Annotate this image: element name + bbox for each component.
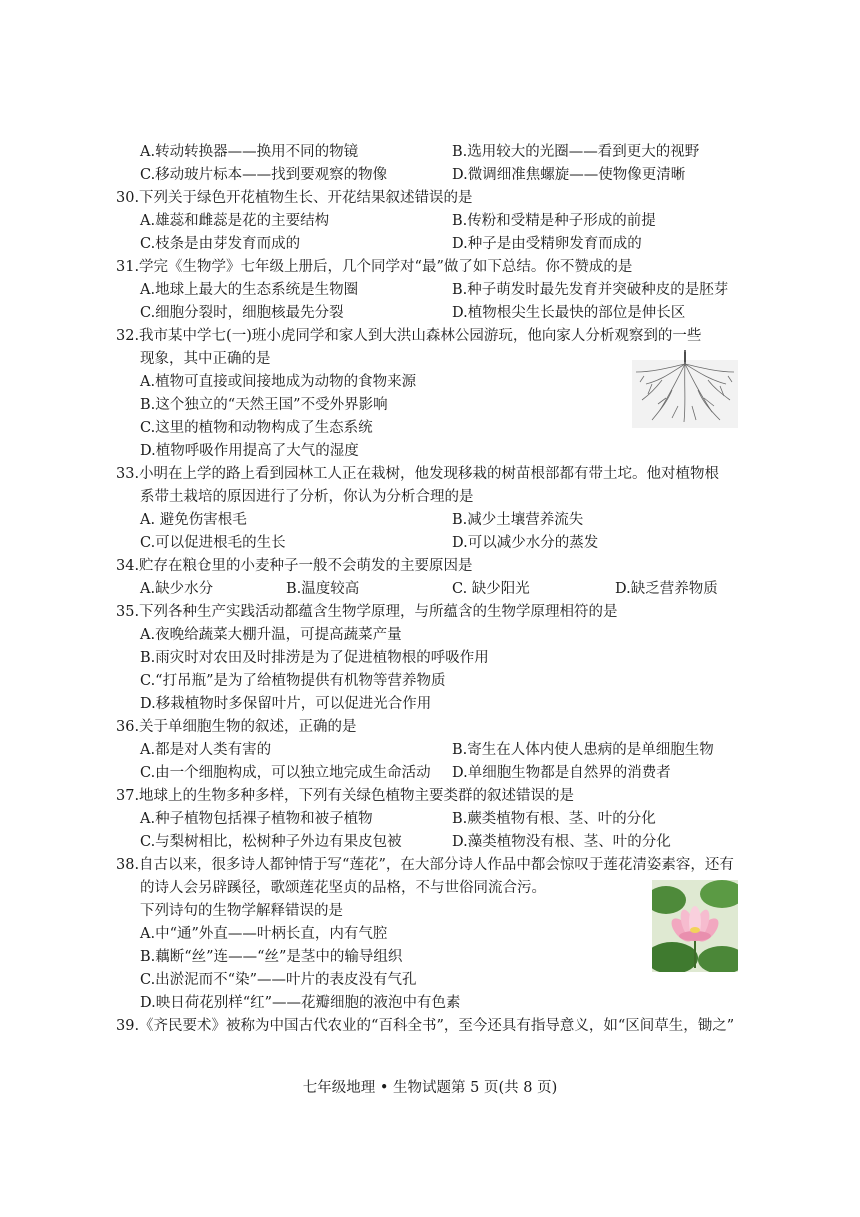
q29-option-b: B.选用较大的光圈——看到更大的视野 — [452, 144, 700, 160]
q32-stem-text-1: 32.我市某中学七(一)班小虎同学和家人到大洪山森林公园游玩，他向家人分析观察到的一些 — [116, 328, 702, 344]
q34-option-b: B.温度较高 — [286, 581, 360, 597]
q32-option-b: B.这个独立的“天然王国”不受外界影响 — [140, 397, 388, 413]
q34-option-d: D.缺乏营养物质 — [615, 581, 718, 597]
q31-option-b: B.种子萌发时最先发育并突破种皮的是胚芽 — [452, 282, 729, 298]
q31-row-cd — [0, 302, 860, 324]
q33-stem-text-2: 系带土栽培的原因进行了分析，你认为分析合理的是 — [140, 489, 474, 505]
q36-option-d: D.单细胞生物都是自然界的消费者 — [452, 765, 671, 781]
q36-stem-text: 36.关于单细胞生物的叙述，正确的是 — [116, 719, 357, 735]
q32-option-c: C.这里的植物和动物构成了生态系统 — [140, 420, 373, 436]
q34-option-a: A.缺少水分 — [140, 581, 214, 597]
q35-option-b: B.雨灾时对农田及时排涝是为了促进植物根的呼吸作用 — [140, 650, 489, 666]
q39-stem-line1 — [0, 1015, 860, 1037]
q30-row-cd — [0, 233, 860, 255]
q37-stem-text: 37.地球上的生物多种多样，下列有关绿色植物主要类群的叙述错误的是 — [116, 788, 575, 804]
q30-option-d: D.种子是由受精卵发育而成的 — [452, 236, 642, 252]
q30-stem — [0, 187, 860, 209]
root-system-illustration — [632, 350, 738, 428]
q30-stem-text: 30.下列关于绿色开花植物生长、开花结果叙述错误的是 — [116, 190, 473, 206]
q38-stem-text-1: 38.自古以来，很多诗人都钟情于写“莲花”，在大部分诗人作品中都会惊叹于莲花清姿素容，还有 — [116, 857, 734, 873]
q29-option-a: A.转动转换器——换用不同的物镜 — [140, 144, 359, 160]
q29-option-c: C.移动玻片标本——找到要观察的物像 — [140, 167, 388, 183]
q31-stem — [0, 256, 860, 278]
q35-option-d: D.移栽植物时多保留叶片，可以促进光合作用 — [140, 696, 432, 712]
q35-stem-text: 35.下列各种生产实践活动都蕴含生物学原理，与所蕴含的生物学原理相符的是 — [116, 604, 618, 620]
q37-option-d: D.藻类植物没有根、茎、叶的分化 — [452, 834, 671, 850]
q36-stem — [0, 716, 860, 738]
q38-option-d: D.映日荷花别样“红”——花瓣细胞的液泡中有色素 — [140, 995, 461, 1011]
q35-option-a: A.夜晚给蔬菜大棚升温，可提高蔬菜产量 — [140, 627, 402, 643]
q36-row-cd — [0, 762, 860, 784]
q32-stem-text-2: 现象，其中正确的是 — [140, 351, 271, 367]
q31-row-ab — [0, 279, 860, 301]
q37-row-cd — [0, 831, 860, 853]
q37-option-c: C.与梨树相比，松树种子外边有果皮包被 — [140, 834, 402, 850]
q33-stem-text-1: 33.小明在上学的路上看到园林工人正在栽树，他发现移栽的树苗根部都有带土坨。他对植物根 — [116, 466, 720, 482]
q38-option-c: C.出淤泥而不“染”——叶片的表皮没有气孔 — [140, 972, 417, 988]
q31-option-c: C.细胞分裂时，细胞核最先分裂 — [140, 305, 344, 321]
q33-row-cd — [0, 532, 860, 554]
q38-option-c-row — [0, 969, 860, 991]
q34-options-row — [0, 578, 860, 600]
q32-option-d-row — [0, 440, 860, 462]
q30-option-a: A.雄蕊和雌蕊是花的主要结构 — [140, 213, 330, 229]
q38-option-b: B.藕断“丝”连——“丝”是茎中的输导组织 — [140, 949, 403, 965]
lotus-illustration — [652, 880, 738, 972]
page-footer: 七年级地理 • 生物试题第 5 页(共 8 页) — [302, 1080, 558, 1096]
q31-stem-text: 31.学完《生物学》七年级上册后，几个同学对“最”做了如下总结。你不赞成的是 — [116, 259, 633, 275]
q37-row-ab — [0, 808, 860, 830]
q36-option-c: C.由一个细胞构成，可以独立地完成生命活动 — [140, 765, 431, 781]
q33-option-c: C.可以促进根毛的生长 — [140, 535, 286, 551]
q33-stem-line1 — [0, 463, 860, 485]
q30-option-c: C.枝条是由芽发育而成的 — [140, 236, 301, 252]
q31-option-d: D.植物根尖生长最快的部位是伸长区 — [452, 305, 686, 321]
q38-stem-text-3: 下列诗句的生物学解释错误的是 — [140, 903, 343, 919]
q32-option-d: D.植物呼吸作用提高了大气的湿度 — [140, 443, 359, 459]
q34-stem-text: 34.贮存在粮仓里的小麦种子一般不会萌发的主要原因是 — [116, 558, 473, 574]
q29-row-cd — [0, 164, 860, 186]
q33-row-ab — [0, 509, 860, 531]
q36-row-ab — [0, 739, 860, 761]
q33-option-d: D.可以减少水分的蒸发 — [452, 535, 599, 551]
q35-stem — [0, 601, 860, 623]
q31-option-a: A.地球上最大的生态系统是生物圈 — [140, 282, 359, 298]
q37-stem — [0, 785, 860, 807]
q35-option-a-row — [0, 624, 860, 646]
q33-stem-line2 — [0, 486, 860, 508]
q38-option-a: A.中“通”外直——叶柄长直，内有气腔 — [140, 926, 388, 942]
q35-option-c-row — [0, 670, 860, 692]
q29-option-d: D.微调细准焦螺旋——使物像更清晰 — [452, 167, 686, 183]
q29-row-ab — [0, 141, 860, 163]
q37-option-b: B.蕨类植物有根、茎、叶的分化 — [452, 811, 656, 827]
q36-option-b: B.寄生在人体内使人患病的是单细胞生物 — [452, 742, 714, 758]
q35-option-c: C.“打吊瓶”是为了给植物提供有机物等营养物质 — [140, 673, 446, 689]
q36-option-a: A.都是对人类有害的 — [140, 742, 272, 758]
q30-option-b: B.传粉和受精是种子形成的前提 — [452, 213, 656, 229]
q34-stem — [0, 555, 860, 577]
q35-option-d-row — [0, 693, 860, 715]
q30-row-ab — [0, 210, 860, 232]
q32-stem-line1 — [0, 325, 860, 347]
q35-option-b-row — [0, 647, 860, 669]
q38-option-d-row — [0, 992, 860, 1014]
q32-option-a: A.植物可直接或间接地成为动物的食物来源 — [140, 374, 417, 390]
q38-stem-text-2: 的诗人会另辟蹊径，歌颂莲花坚贞的品格，不与世俗同流合污。 — [140, 880, 546, 896]
q39-stem-text-1: 39.《齐民要术》被称为中国古代农业的“百科全书”，至今还具有指导意义，如“区间草生，锄之” — [116, 1018, 735, 1034]
q33-option-a: A. 避免伤害根毛 — [140, 512, 247, 528]
q33-option-b: B.减少土壤营养流失 — [452, 512, 584, 528]
q37-option-a: A.种子植物包括裸子植物和被子植物 — [140, 811, 373, 827]
q38-stem-line1 — [0, 854, 860, 876]
q34-option-c: C. 缺少阳光 — [452, 581, 530, 597]
